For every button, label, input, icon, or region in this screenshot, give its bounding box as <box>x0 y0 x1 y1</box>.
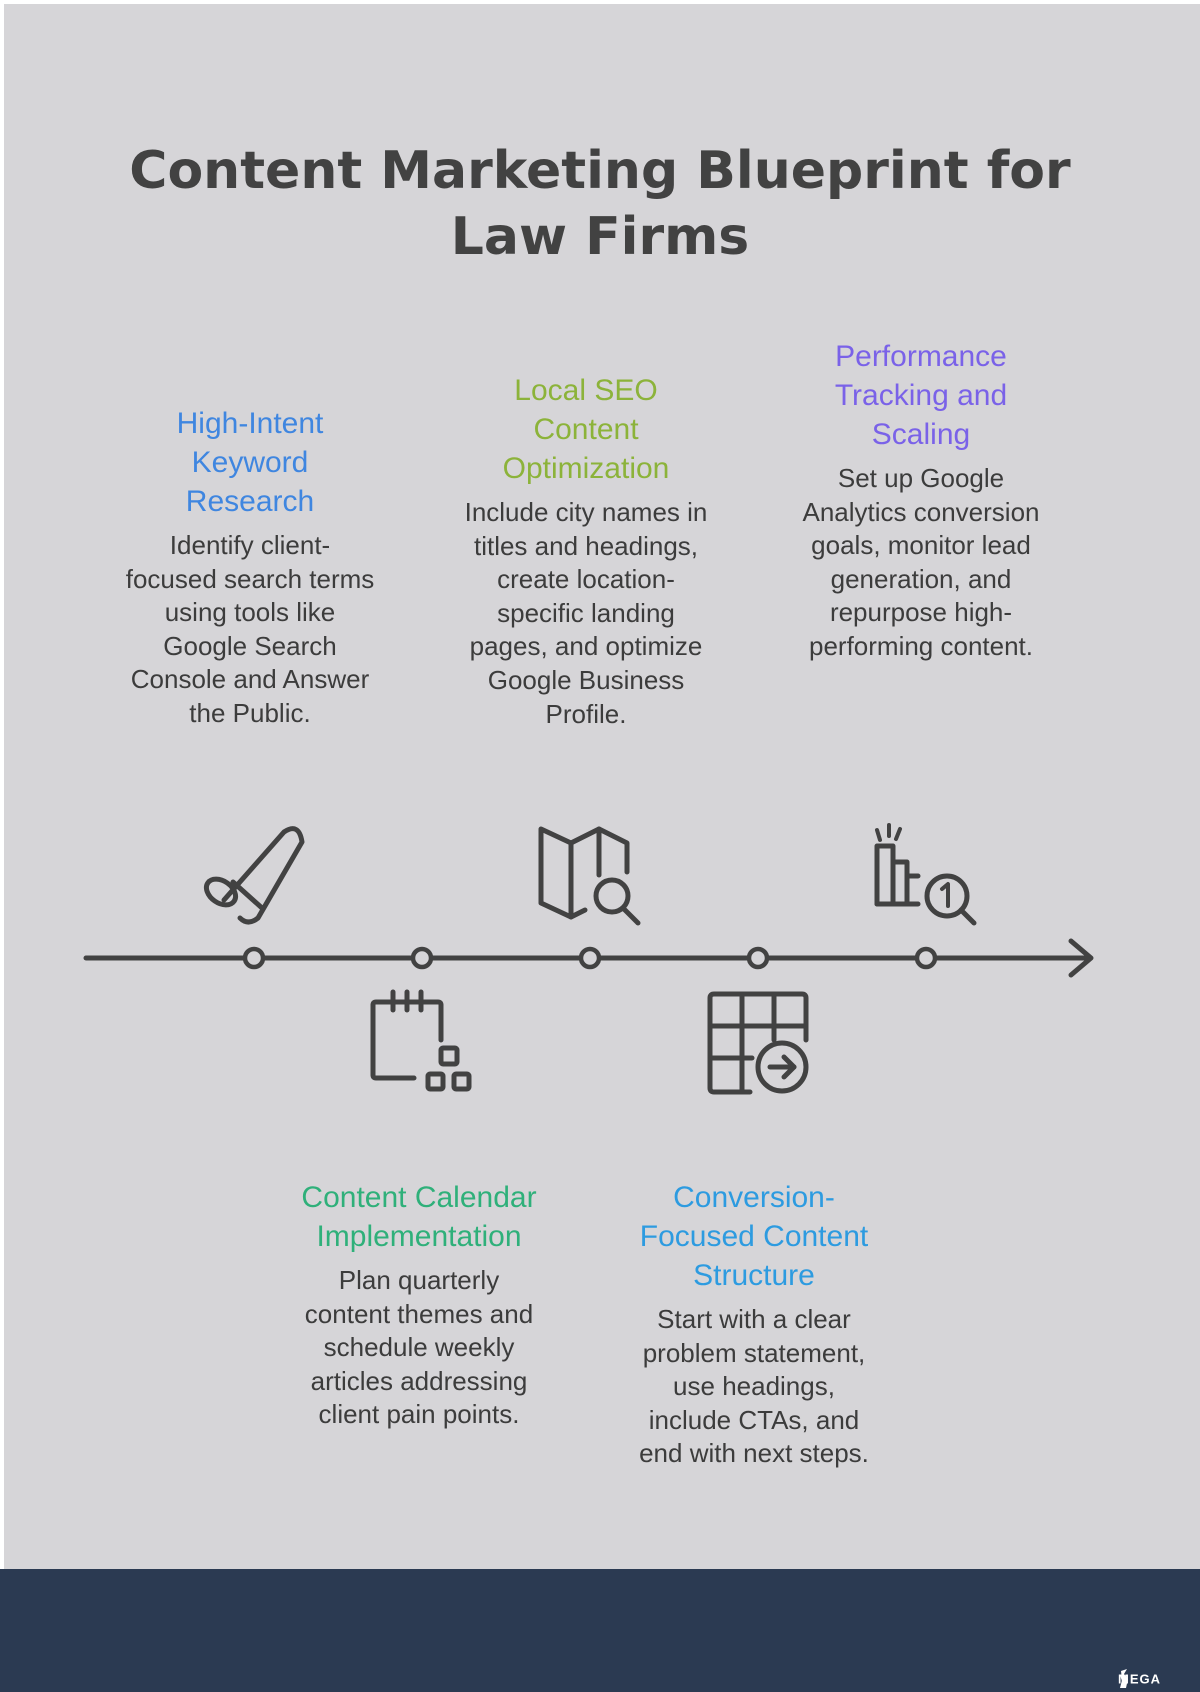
brand-name: MEGA <box>1118 1671 1161 1687</box>
milestone-dot <box>413 949 431 967</box>
stage-heading: High-Intent Keyword Research <box>176 407 324 518</box>
stage-heading: Local SEO Content Optimization <box>502 374 670 485</box>
telescope-icon <box>202 829 302 922</box>
stage-heading: Performance Tracking and Scaling <box>834 340 1008 451</box>
stage-description: Set up Google Analytics conversion goals, monitor lead generation, and repurpose high-performing content. <box>802 463 1040 661</box>
stage-description: Plan quarterly content themes and schedule weekly articles addressing client pain points. <box>304 1265 534 1430</box>
stage-heading: Content Calendar Implementation <box>301 1181 537 1253</box>
milestone-dot <box>581 949 599 967</box>
stage-heading: Conversion-Focused Content Structure <box>639 1181 869 1292</box>
grid-arrow-icon <box>710 994 806 1092</box>
brand-logo <box>1118 1672 1161 1687</box>
milestone-dot <box>245 949 263 967</box>
chart-search-icon <box>877 825 974 923</box>
milestone-dot <box>917 949 935 967</box>
stage-description: Start with a clear problem statement, use headings, include CTAs, and end with next steps. <box>639 1304 869 1469</box>
page-title: Content Marketing Blueprint for Law Firms <box>129 141 1071 267</box>
stage-description: Include city names in titles and headings, create location-specific landing pages, and optimize Google Business Profile. <box>464 497 708 729</box>
milestone-dot <box>749 949 767 967</box>
stage-description: Identify client-focused search terms using tools like Google Search Console and Answer the Public. <box>125 530 375 728</box>
calendar-icon <box>373 992 469 1089</box>
map-search-icon <box>541 829 638 923</box>
